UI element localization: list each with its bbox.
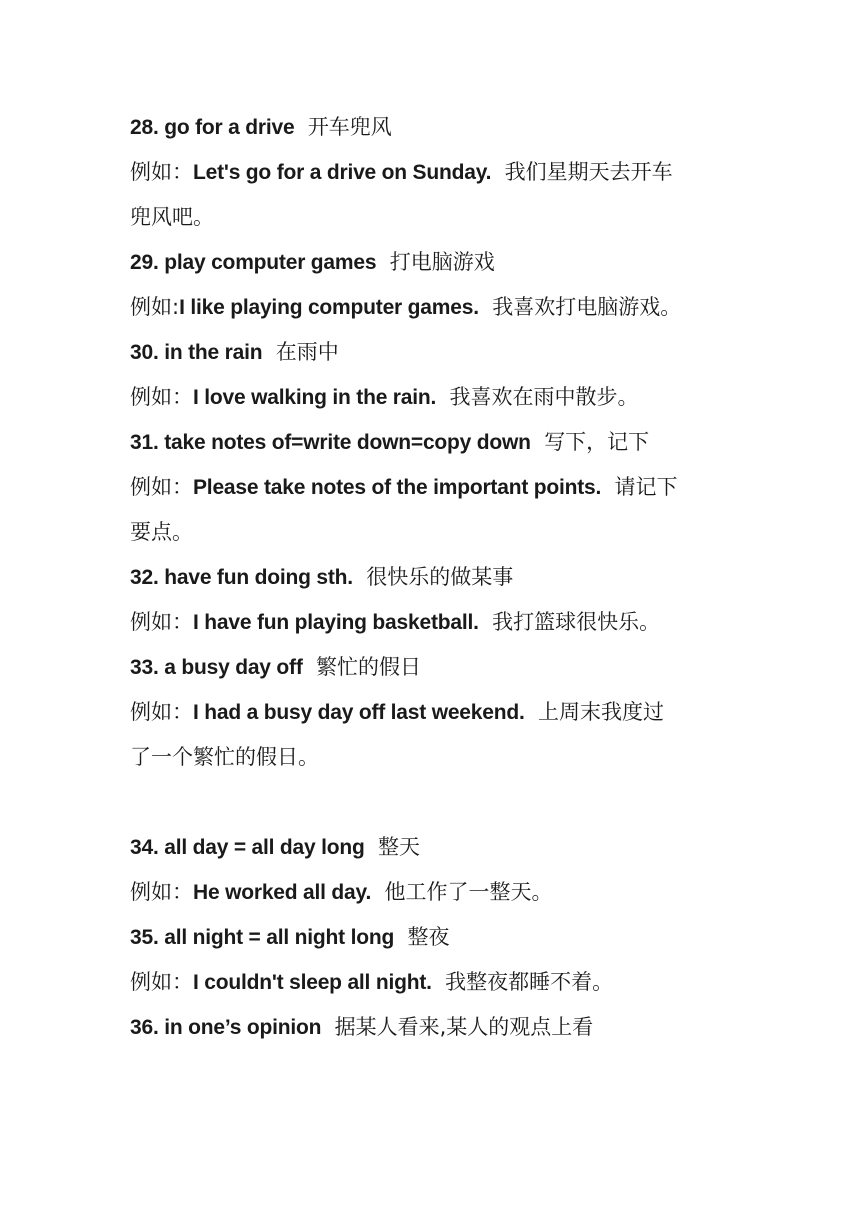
example-line-28-cont (130, 195, 740, 240)
phrase-line-35 (130, 915, 740, 960)
phrase-line-36 (130, 1005, 740, 1050)
phrase-line-34 (130, 825, 740, 870)
example-line-28 (130, 150, 740, 195)
document-page (130, 105, 740, 1050)
example-english: He worked all day. (193, 881, 372, 904)
phrase-text: 30. in the rain (130, 341, 263, 364)
example-line-34 (130, 870, 740, 915)
phrase-line-31 (130, 420, 740, 465)
example-prefix: 例如： (130, 970, 193, 994)
phrase-line-29 (130, 240, 740, 285)
example-english: I like playing computer games. (179, 296, 479, 319)
phrase-text: 31. take notes of=write down=copy down (130, 431, 531, 454)
example-prefix: 例如: (130, 295, 180, 319)
example-english: I had a busy day off last weekend. (193, 701, 525, 724)
example-prefix: 例如： (130, 475, 193, 499)
phrase-meaning: 开车兜风 (307, 115, 392, 139)
example-prefix: 例如： (130, 700, 193, 724)
example-english: I couldn't sleep all night. (193, 971, 432, 994)
example-english: I love walking in the rain. (193, 386, 437, 409)
example-chinese: 我喜欢打电脑游戏。 (492, 295, 682, 319)
example-chinese: 我整夜都睡不着。 (445, 970, 614, 994)
phrase-meaning: 写下，记下 (544, 430, 650, 454)
example-chinese-cont: 兜风吧。 (130, 205, 214, 229)
phrase-line-28 (130, 105, 740, 150)
example-line-31-cont (130, 510, 740, 555)
example-chinese: 我们星期天去开车 (504, 160, 673, 184)
example-line-33 (130, 690, 740, 735)
phrase-meaning: 打电脑游戏 (389, 250, 495, 274)
example-prefix: 例如： (130, 880, 193, 904)
example-english: Please take notes of the important points. (193, 476, 602, 499)
phrase-line-30 (130, 330, 740, 375)
example-line-29 (130, 285, 740, 330)
phrase-text: 28. go for a drive (130, 116, 295, 139)
example-prefix: 例如： (130, 160, 193, 184)
phrase-text: 32. have fun doing sth. (130, 566, 353, 589)
phrase-meaning: 在雨中 (275, 340, 339, 364)
phrase-text: 29. play computer games (130, 251, 377, 274)
phrase-meaning: 繁忙的假日 (315, 655, 421, 679)
phrase-meaning: 据某人看来,某人的观点上看 (334, 1015, 594, 1039)
phrase-line-32 (130, 555, 740, 600)
example-chinese: 请记下 (614, 475, 678, 499)
example-prefix: 例如： (130, 610, 193, 634)
example-chinese: 他工作了一整天。 (384, 880, 553, 904)
phrase-meaning: 整夜 (407, 925, 450, 949)
phrase-meaning: 整天 (378, 835, 421, 859)
example-english: Let's go for a drive on Sunday. (193, 161, 492, 184)
example-chinese-cont: 了一个繁忙的假日。 (130, 745, 319, 769)
example-line-32 (130, 600, 740, 645)
phrase-text: 34. all day = all day long (130, 836, 365, 859)
example-chinese: 我喜欢在雨中散步。 (449, 385, 639, 409)
example-chinese: 我打篮球很快乐。 (492, 610, 661, 634)
example-english: I have fun playing basketball. (193, 611, 479, 634)
example-line-30 (130, 375, 740, 420)
example-line-35 (130, 960, 740, 1005)
example-chinese-cont: 要点。 (130, 520, 193, 544)
phrase-text: 35. all night = all night long (130, 926, 395, 949)
phrase-line-33 (130, 645, 740, 690)
example-line-31 (130, 465, 740, 510)
phrase-text: 33. a busy day off (130, 656, 303, 679)
phrase-meaning: 很快乐的做某事 (366, 565, 514, 589)
example-chinese: 上周末我度过 (538, 700, 664, 724)
example-prefix: 例如： (130, 385, 193, 409)
phrase-text: 36. in one’s opinion (130, 1016, 322, 1039)
example-line-33-cont (130, 735, 740, 780)
blank-line (130, 780, 740, 825)
